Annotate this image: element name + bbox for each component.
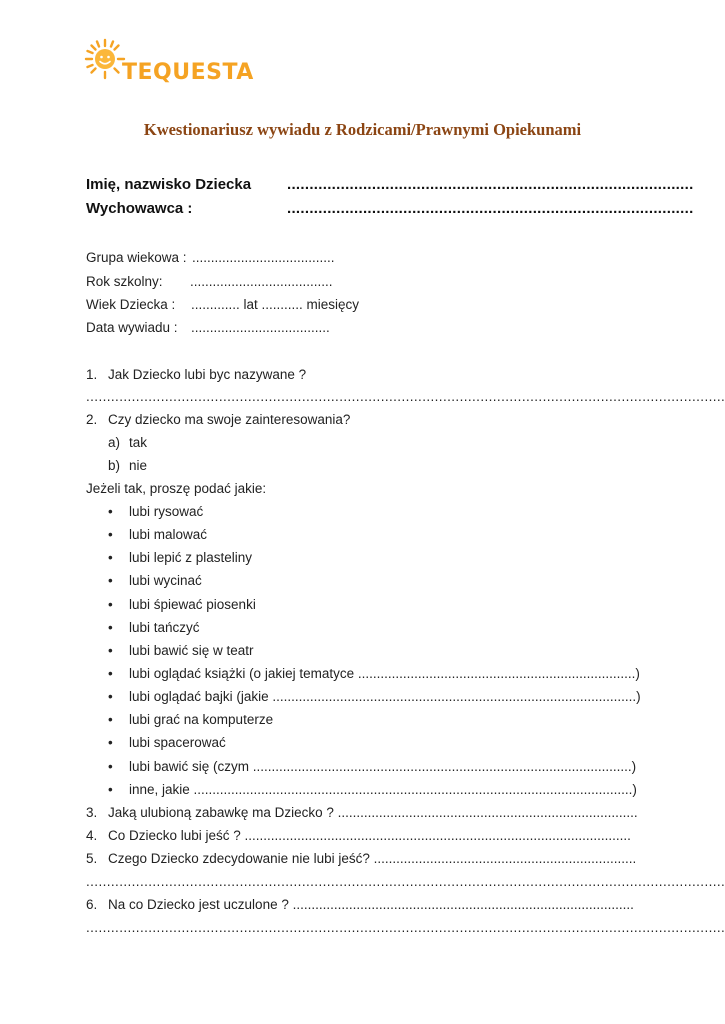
- interest-item[interactable]: lubi lepić z plasteliny: [129, 550, 253, 565]
- q2-option-b-letter: b): [108, 458, 121, 473]
- bullet-marker: •: [108, 573, 113, 588]
- logo: [84, 38, 254, 85]
- q2-option-b[interactable]: nie: [129, 458, 148, 473]
- interest-item[interactable]: lubi bawić się w teatr: [129, 643, 254, 658]
- bullet-marker: •: [108, 735, 113, 750]
- bullet-marker: •: [108, 689, 113, 704]
- q6-text[interactable]: Na co Dziecko jest uczulone ? ...........................................................................................: [108, 897, 634, 912]
- bullet-marker: •: [108, 620, 113, 635]
- interest-item[interactable]: lubi wycinać: [129, 573, 202, 588]
- teacher-label: Wychowawca :: [86, 200, 193, 217]
- q5-text[interactable]: Czego Dziecko zdecydowanie nie lubi jeść? ......................................................................: [108, 851, 637, 866]
- school-year-label: Rok szkolny:: [86, 274, 163, 289]
- bullet-marker: •: [108, 782, 113, 797]
- brand-name: TEQUESTA: [122, 60, 254, 85]
- interest-item[interactable]: lubi oglądać bajki (jakie .................................................................................................): [129, 689, 641, 704]
- sun-icon: [84, 38, 126, 80]
- child-age-label: Wiek Dziecka :: [86, 297, 176, 312]
- interest-item[interactable]: lubi tańczyć: [129, 620, 200, 635]
- interest-item[interactable]: lubi spacerować: [129, 735, 226, 750]
- teacher-field[interactable]: ...........................................................................................: [287, 200, 694, 217]
- q2-number: 2.: [86, 412, 98, 427]
- interest-item[interactable]: inne, jakie .....................................................................................................................): [129, 782, 637, 797]
- q2-text: Czy dziecko ma swoje zainteresowania?: [108, 412, 351, 427]
- if-yes-label: Jeżeli tak, proszę podać jakie:: [86, 481, 267, 496]
- bullet-marker: •: [108, 643, 113, 658]
- q3-text[interactable]: Jaką ulubioną zabawkę ma Dziecko ? ................................................................................: [108, 805, 638, 820]
- interest-item[interactable]: lubi oglądać książki (o jakiej tematyce ..........................................................................): [129, 666, 640, 681]
- q4-text[interactable]: Co Dziecko lubi jeść ? .......................................................................................................: [108, 828, 631, 843]
- interest-item[interactable]: lubi malować: [129, 527, 208, 542]
- page-title: Kwestionariusz wywiadu z Rodzicami/Prawnymi Opiekunami: [143, 120, 582, 139]
- bullet-marker: •: [108, 712, 113, 727]
- bullet-marker: •: [108, 666, 113, 681]
- bullet-marker: •: [108, 550, 113, 565]
- bullet-marker: •: [108, 759, 113, 774]
- child-name-field[interactable]: ...........................................................................................: [287, 176, 694, 193]
- age-group-field[interactable]: ......................................: [192, 250, 335, 265]
- bullet-marker: •: [108, 504, 113, 519]
- interview-date-field[interactable]: .....................................: [191, 320, 330, 335]
- school-year-field[interactable]: ......................................: [190, 274, 333, 289]
- age-group-label: Grupa wiekowa :: [86, 250, 187, 265]
- interest-item[interactable]: lubi grać na komputerze: [129, 712, 274, 727]
- q6-answer-line[interactable]: ..........................................................................................................................................................: [86, 920, 725, 935]
- q5-answer-line[interactable]: ..........................................................................................................................................................: [86, 874, 725, 889]
- q2-option-a-letter: a): [108, 435, 121, 450]
- q1-answer-line[interactable]: ..........................................................................................................................................................: [86, 389, 725, 404]
- child-age-field[interactable]: ............. lat ........... miesięcy: [191, 297, 360, 312]
- q3-number: 3.: [86, 805, 98, 820]
- q5-number: 5.: [86, 851, 98, 866]
- q4-number: 4.: [86, 828, 98, 843]
- q1-number: 1.: [86, 367, 98, 382]
- interview-date-label: Data wywiadu :: [86, 320, 178, 335]
- interest-item[interactable]: lubi bawić się (czym .....................................................................................................): [129, 759, 637, 774]
- q2-option-a[interactable]: tak: [129, 435, 148, 450]
- bullet-marker: •: [108, 527, 113, 542]
- q1-text: Jak Dziecko lubi byc nazywane ?: [108, 367, 307, 382]
- interest-item[interactable]: lubi rysować: [129, 504, 204, 519]
- interest-item[interactable]: lubi śpiewać piosenki: [129, 597, 256, 612]
- child-name-label: Imię, nazwisko Dziecka: [86, 176, 252, 193]
- q6-number: 6.: [86, 897, 98, 912]
- bullet-marker: •: [108, 597, 113, 612]
